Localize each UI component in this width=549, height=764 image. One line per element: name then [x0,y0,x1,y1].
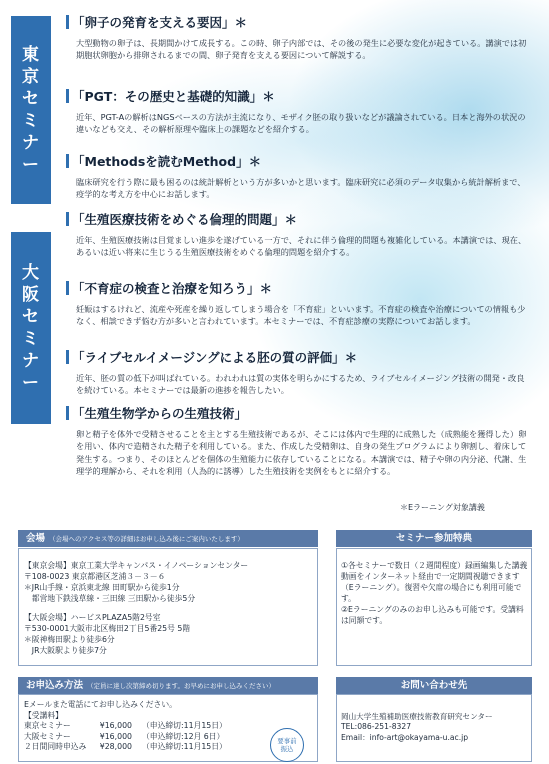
lecture-description: 卵と精子を体外で受精させることを主とする生殖技術であるが、そこには体内で生理的に成熟した（成熟能を獲得した）卵を用い、体内で造精された精子を利用している。また、作成した受精卵は、自身の発生プログラムにより卵割し、着床して発生する。つまり、そのほとんどを個体の生殖能力に依存していることになる。本講演では、精子や卵の内分泌、代謝、生理学的理解から、それを利用（人為的に誘導）した生殖技術を実例をもとに紹介する。 [76,429,527,477]
lecture-title: 「生殖医療技術をめぐる倫理的問題」＊ [66,211,536,228]
lecture-recurrent-loss [66,280,536,328]
lecture-description: 近年、PGT-Aの解析はNGSベースの方法が主流になり、モザイク胚の取り扱いなどが議論されている。日本と海外の状況の違いなども交え、その解析原理や臨床上の課題などを紹介する。 [76,112,526,135]
lecture-title: 「Methodsを読むMethod」＊ [66,153,536,170]
venue-heading: 会場 （会場へのアクセス等の詳細はお申し込み後にご案内いたします） [18,530,318,547]
lecture-title: 「PGT：その歴史と基礎的知識」＊ [66,88,536,105]
lecture-pgt [66,88,536,136]
venue-details: 【東京会場】東京工業大学キャンパス・イノベーションセンター 〒108-0023 東京都港区芝浦３－３－６ ＊JR山手線・京浜東北線 田町駅から徒歩1分 都営地下鉄浅草線・三田線 三田駅から徒歩5分 【大阪会場】ハービスPLAZA5階2号室 〒530-0001大阪市北区梅田2丁目5番25号 5階 ＊阪神梅田駅より徒歩6分 JR大阪駅より徒歩7分 [24,561,249,655]
lecture-description: 臨床研究を行う際に最も困るのは統計解析という方が多いかと思います。臨床研究に必須のデータ収集から統計解析まで、疫学的な考え方を中心にお話します。 [76,177,526,200]
benefit-heading: セミナー参加特典 [336,530,532,547]
benefit-details: ①各セミナーで数日（２週間程度）録画編集した講義動画をインターネット経由で一定期間視聴できます（Eラーニング）。復習や欠席の場合にも利用可能です。 ②Eラーニングのみのお申し込みも可能です。受講料は同額です。 [341,561,528,625]
apply-heading: お申込み方法 （定員に達し次第締め切ります。お早めにお申し込みください） [18,677,318,694]
fee-row: 大阪セミナー ¥16,000 （申込締切:12月 6日） [24,731,225,741]
lecture-description: 近年、生殖医療技術は目覚ましい進歩を遂げている一方で、それに伴う倫理的問題も複雑化している。本講演では、現在、あるいは近い将来に生じうる生殖医療技術をめぐる倫理的問題を紹介する。 [76,235,527,258]
lecture-title: 「ライブセルイメージングによる胚の質の評価」＊ [66,349,536,366]
contact-details: 岡山大学生殖補助医療技術教育研究センター TEL:086-251-8327 Email：info-art@okayama-u.ac.jp [341,712,529,743]
lecture-methods [66,153,536,201]
osaka-seminar-label: 大 阪 セ ミ ナ ー [11,232,51,424]
lecture-description: 大型動物の卵子は、長期間かけて成長する。この時、卵子内部では、その後の発生に必要な変化が起きている。講演では初期胞状卵胞から排卵されるまでの間、卵子発育を支える要因について解説する。 [76,38,527,61]
lecture-description: 近年、胚の質の低下が叫ばれている。われわれは質の実体を明らかにするため、ライブセルイメージング技術の開発・改良を続けている。本セミナーでは最新の進捗を報告したい。 [76,373,525,396]
fee-row: 東京セミナー ¥16,000 （申込締切:11月15日） [24,721,227,731]
lecture-live-cell [66,349,536,397]
contact-email[interactable]: Email：info-art@okayama-u.ac.jp [341,732,469,742]
prepayment-badge: 要事前 振込 [270,728,304,762]
elearning-note: ＊Eラーニング対象講義 [400,503,485,512]
lecture-description: 妊娠はするけれど、流産や死産を繰り返してしまう場合を「不育症」といいます。不育症の検査や治療についての情報も少なく、相談できず悩む方が多いと言われています。本セミナーでは、不育症診療の実際についてお話します。 [76,304,526,327]
lecture-reproductive-biology [66,405,536,478]
fee-row: ２日間同時申込み ¥28,000 （申込締切:11月15日） [24,742,227,752]
lecture-title: 「卵子の発育を支える要因」＊ [66,14,536,31]
lecture-title: 「生殖生物学からの生殖技術」 [66,405,536,422]
lecture-title: 「不育症の検査と治療を知ろう」＊ [66,280,536,297]
contact-heading: お問い合わせ先 [336,677,532,694]
tokyo-seminar-label: 東 京 セ ミ ナ ー [11,16,51,204]
apply-details: Eメールまた電話にてお申し込みください。 【受講料】 東京セミナー ¥16,000 （申込締切:11月15日） 大阪セミナー ¥16,000 （申込締切:12月 6日） ２日間同時申込み ¥28,000 （申込締切:11月15日） [24,700,284,753]
lecture-oocyte [66,14,536,62]
lecture-ethics [66,211,536,259]
